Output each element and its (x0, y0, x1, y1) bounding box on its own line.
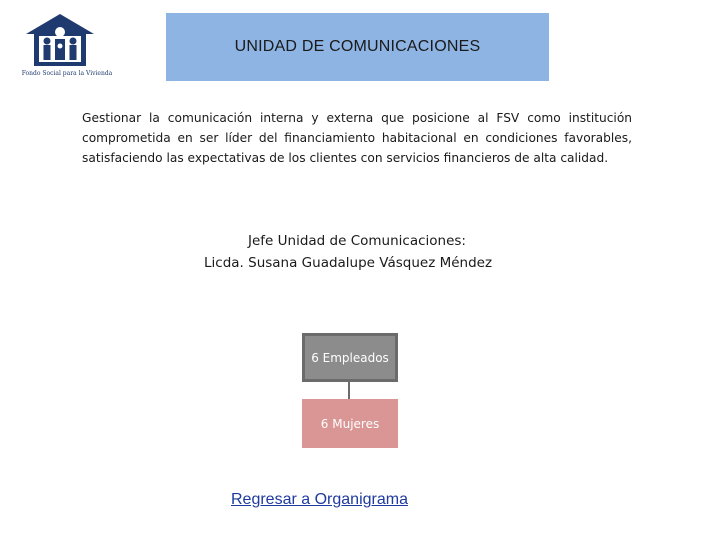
back-to-org-chart-link[interactable]: Regresar a Organigrama (231, 491, 408, 508)
header-banner (166, 13, 549, 81)
page-title: UNIDAD DE COMUNICACIONES (234, 38, 481, 55)
house-family-icon (22, 12, 98, 68)
fsv-logo (8, 12, 126, 82)
chief-name: Licda. Susana Guadalupe Vásquez Méndez (204, 255, 493, 271)
employees-box (302, 333, 398, 382)
chief-title: Jefe Unidad de Comunicaciones: (248, 233, 466, 249)
women-box (302, 399, 398, 448)
employees-label: 6 Empleados (311, 350, 389, 365)
logo-caption: Fondo Social para la Vivienda (21, 70, 113, 77)
women-label: 6 Mujeres (320, 416, 380, 431)
mission-description: Gestionar la comunicación interna y externa que posicione al FSV como institución comprometida en ser líder del financiamiento habitacional en condiciones favorables, satisfaciendo las expectativas de los clientes con servicios financieros de alta calidad. (82, 111, 632, 165)
org-connector-line (348, 382, 350, 399)
